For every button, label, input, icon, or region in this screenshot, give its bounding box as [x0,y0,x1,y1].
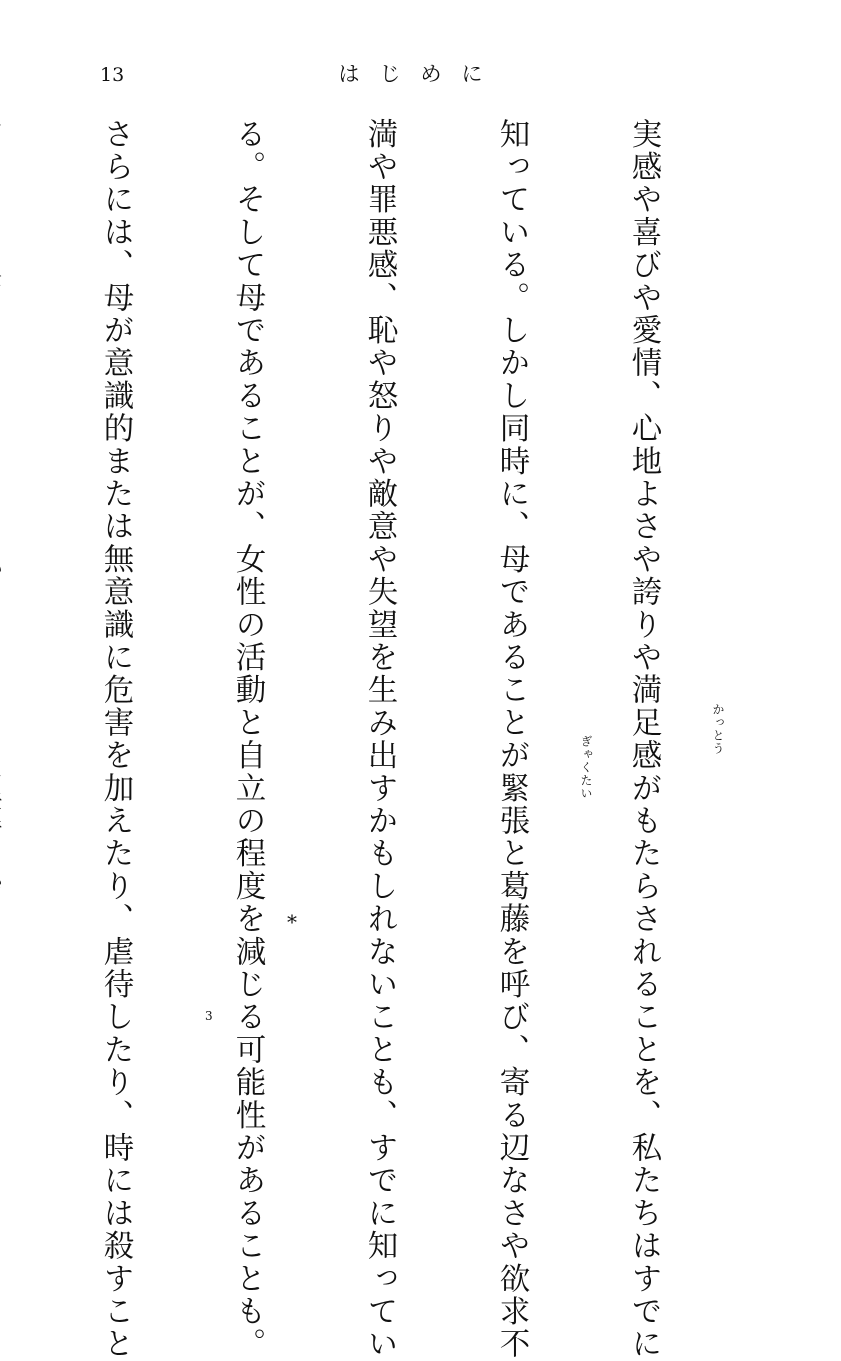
footnote-mark: * [287,910,297,934]
page-number: 13 [100,64,125,86]
body-line: る。そして母であることが、女性の活動と自立の程度を減じる可能性があることも。 [230,118,265,1361]
body-line: 実感や喜びや愛情、心地よさや誇りや満足感がもたらされることを、私たちはすでに [626,118,661,1361]
body-line: 満や罪悪感、恥や怒りや敵意や失望を生み出すかもしれないことも、すでに知ってい [362,118,397,1361]
body-line [0,118,5,1098]
body-text [0,118,753,1361]
footnote-number: 3 [205,1009,213,1023]
ruby-kattou: かっとう [711,703,725,755]
running-head: はじめに [338,62,503,86]
body-line: 知っている。しかし同時に、母であることが緊張と葛藤を呼び、寄る辺なさや欲求不 [494,118,529,1361]
ruby-gyakutai: ぎゃくたい [579,735,593,800]
body-line: さらには、母が意識的または無意識に危害を加えたり、虐待したり、時には殺すこと [98,118,133,1361]
